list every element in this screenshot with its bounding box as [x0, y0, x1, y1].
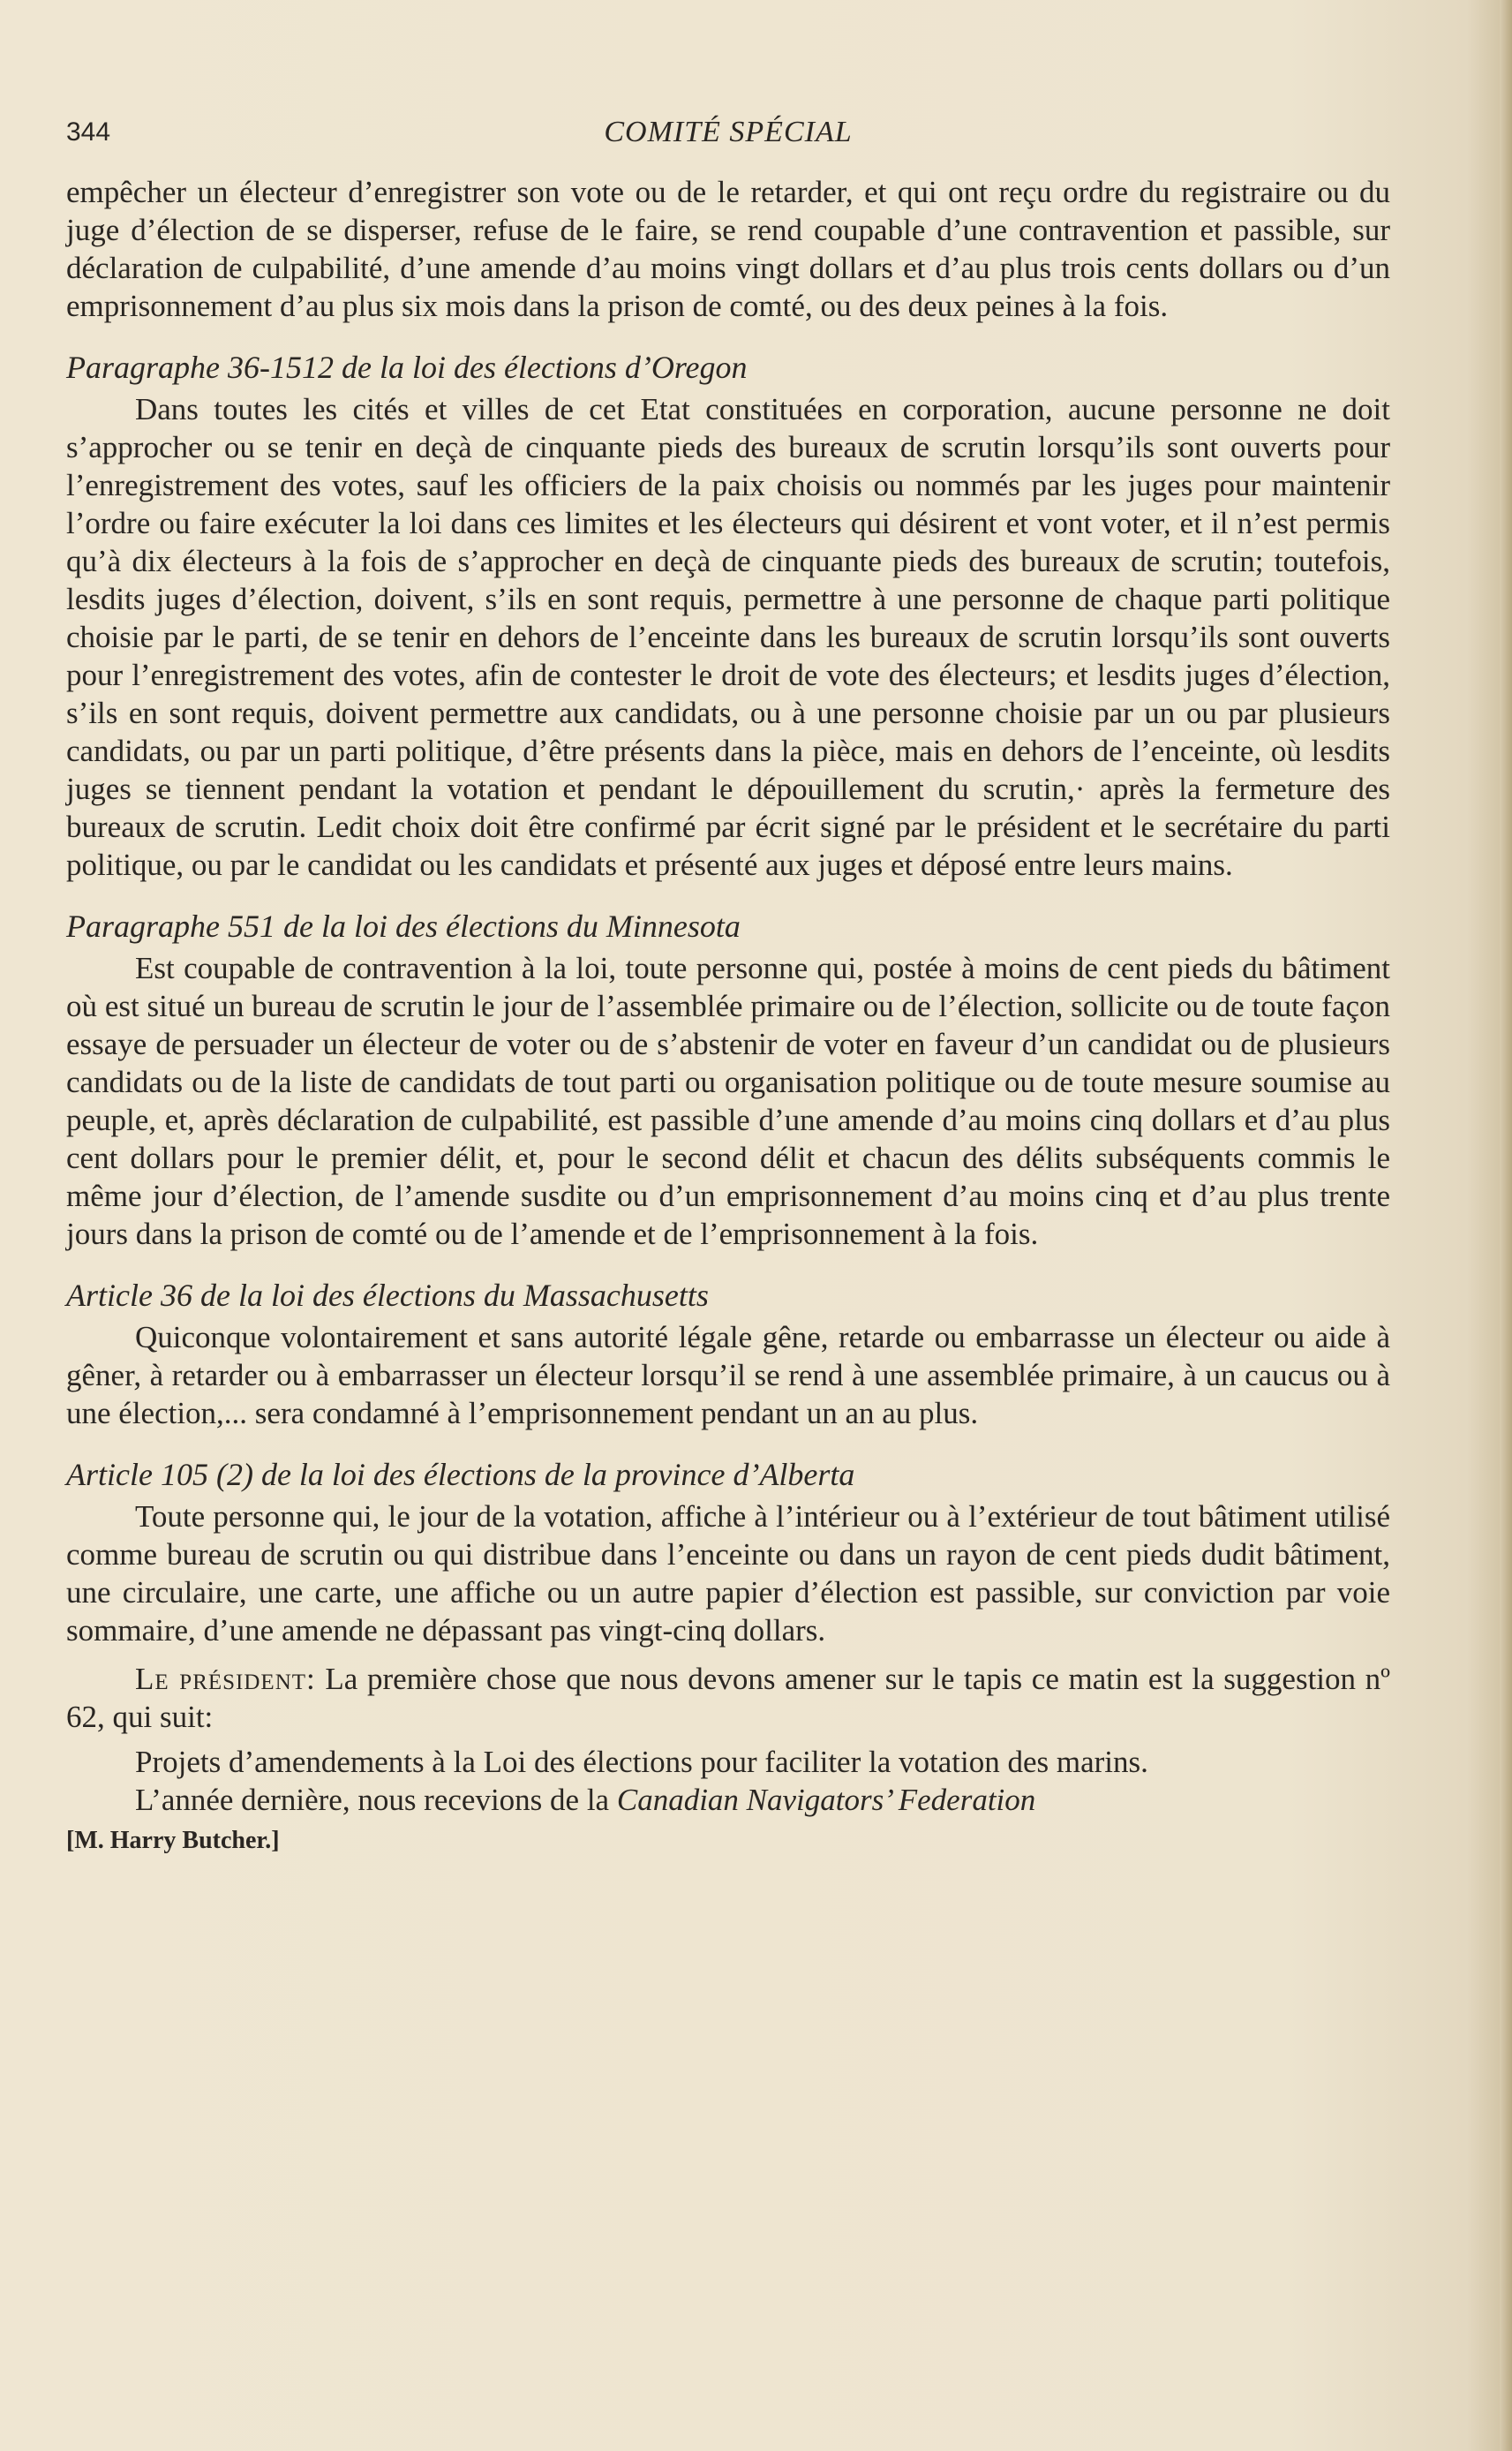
- section-paragraph: Quiconque volontairement et sans autorité légale gêne, retarde ou embarrasse un électeur ou aide à gêner, à retarder ou à embarrasser un électeur lorsqu’il se rend à une assemblée primaire, à un caucus ou à une élection,... sera condamné à l’emprisonnement pendant un an au plus.: [66, 1320, 1390, 1430]
- page-binding-edge: [1500, 0, 1512, 2451]
- president-remarks: La première chose que nous devons amener sur le tapis ce matin est la suggestion nº 62, qui suit:: [66, 1662, 1391, 1734]
- page-content: [66, 113, 1390, 1856]
- section-paragraph: Dans toutes les cités et villes de cet Etat constituées en corporation, aucune personne ne doit s’approcher ou se tenir en deçà de cinquante pieds des bureaux de scrutin lorsqu’ils sont ouverts pour l’enregistrement des votes, sauf les officiers de la paix choisis ou nommés par les juges pour maintenir l’ordre ou faire exécuter la loi dans ces limites et les électeurs qui désirent et vont voter, et il n’est permis qu’à dix électeurs à la fois de s’approcher en deçà de cinquante pieds des bureaux de scrutin; toutefois, lesdits juges d’élection, doivent, s’ils en sont requis, permettre à une personne de chaque parti politique choisie par le parti, de se tenir en dehors de l’enceinte dans les bureaux de scrutin lorsqu’ils sont ouverts pour l’enregistrement des votes, afin de contester le droit de vote des électeurs; et lesdits juges d’élection, s’ils en sont requis, doivent permettre aux candidats, ou à une personne choisie par un ou par plusieurs candidats, ou par un parti politique, d’être présents dans la pièce, mais en dehors de l’enceinte, où lesdits juges se tiennent pendant la votation et pendant le dépouillement du scrutin,· après la fermeture des bureaux de scrutin. Ledit choix doit être confirmé par écrit signé par le président et le secrétaire du parti politique, ou par le candidat ou les candidats et présenté aux juges et déposé entre leurs mains.: [66, 392, 1390, 882]
- last-paragraph: [66, 1781, 1390, 1819]
- section-heading: Article 105 (2) de la loi des élections de la province d’Alberta: [66, 1457, 855, 1492]
- speaker-note: [M. Harry Butcher.]: [66, 1827, 280, 1854]
- section-alberta: [66, 1455, 1390, 1649]
- running-head: [66, 113, 1390, 157]
- speaker-name: Le président:: [135, 1662, 316, 1696]
- page-number: 344: [66, 117, 111, 147]
- running-title: COMITÉ SPÉCIAL: [604, 116, 853, 148]
- section-oregon: [66, 348, 1390, 884]
- section-minnesota: [66, 907, 1390, 1253]
- section-heading: Article 36 de la loi des élections du Massachusetts: [66, 1278, 709, 1313]
- section-massachusetts: [66, 1276, 1390, 1432]
- section-paragraph: Toute personne qui, le jour de la votation, affiche à l’intérieur ou à l’extérieur de tout bâtiment utilisé comme bureau de scrutin ou qui distribue dans l’enceinte ou dans un rayon de cent pieds dudit bâtiment, une circulaire, une carte, une affiche ou un autre papier d’élection est passible, sur conviction par voie sommaire, d’une amende ne dépassant pas vingt-cinq dollars.: [66, 1499, 1390, 1648]
- last-paragraph-text: L’année dernière, nous recevions de la: [135, 1783, 610, 1817]
- suggestion-paragraph: Projets d’amendements à la Loi des élections pour faciliter la votation des marins.: [135, 1745, 1148, 1779]
- section-heading: Paragraphe 36-1512 de la loi des élections d’Oregon: [66, 350, 748, 385]
- organization-name: Canadian Navigators’ Federation: [616, 1783, 1036, 1817]
- section-paragraph: Est coupable de contravention à la loi, toute personne qui, postée à moins de cent pieds du bâtiment où est situé un bureau de scrutin le jour de l’assemblée primaire ou de l’élection, sollicite ou de toute façon essaye de persuader un électeur de voter ou de s’abstenir de voter en faveur d’un candidat ou de plusieurs candidats ou de la liste de candidats de tout parti ou organisation politique ou de toute mesure soumise au peuple, et, après déclaration de culpabilité, est passible d’une amende d’au moins cinq dollars et d’au plus cent dollars pour le premier délit, et, pour le second délit et chacun des délits subséquents commis le même jour d’élection, de l’amende susdite ou d’un emprisonnement d’au moins cinq et d’au plus trente jours dans la prison de comté ou de l’amende et de l’emprisonnement à la fois.: [66, 951, 1390, 1251]
- section-heading: Paragraphe 551 de la loi des élections du Minnesota: [66, 909, 741, 944]
- intro-paragraph: empêcher un électeur d’enregistrer son vote ou de le retarder, et qui ont reçu ordre du registraire ou du juge d’élection de se disperser, refuse de le faire, se rend coupable d’une contravention et passible, sur déclaration de culpabilité, d’une amende d’au moins vingt dollars et d’au plus trois cents dollars ou d’un emprisonnement d’au plus six mois dans la prison de comté, ou des deux peines à la fois.: [66, 175, 1390, 323]
- president-paragraph: [66, 1660, 1390, 1736]
